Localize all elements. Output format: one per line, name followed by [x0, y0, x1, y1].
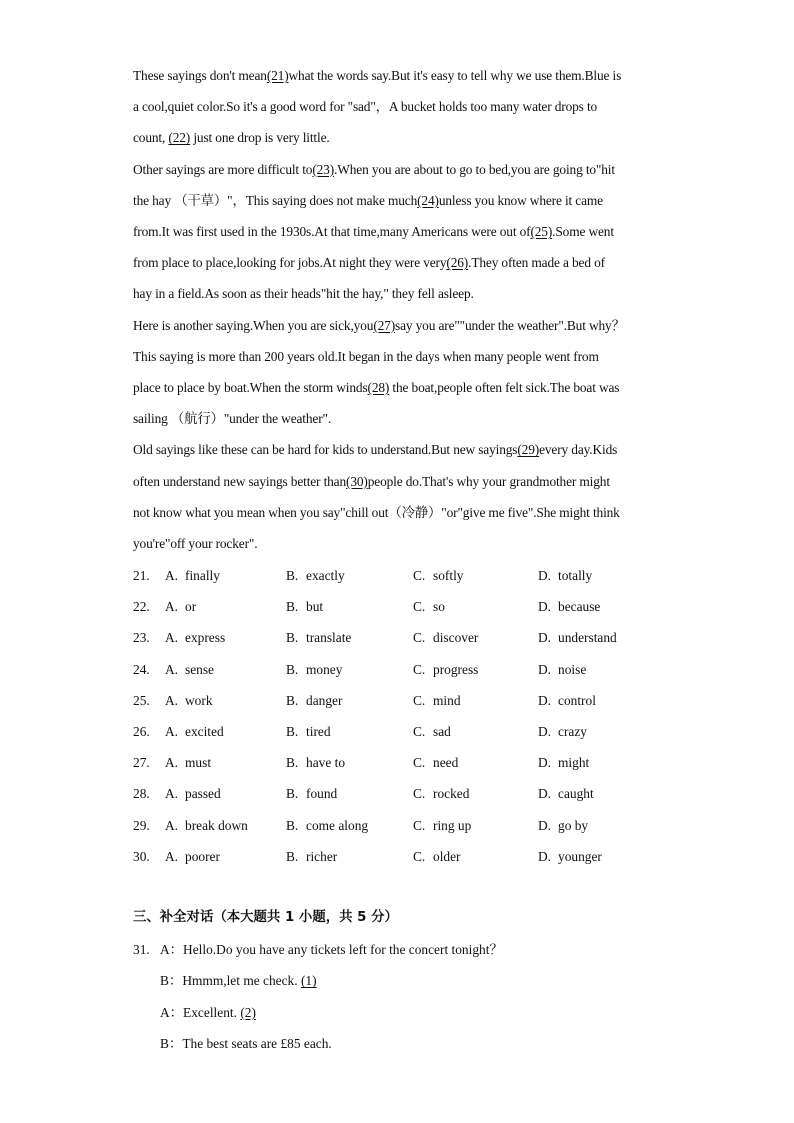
text-segment: what the words say.But it's easy to tell why we use them.Blue is — [288, 68, 622, 83]
option-text: come along — [306, 817, 369, 833]
option-text: discover — [433, 630, 479, 646]
option-letter: D. — [538, 568, 552, 583]
answer-blank: (27) — [373, 317, 396, 333]
dialogue-line — [160, 1005, 256, 1021]
answer-option — [538, 662, 586, 678]
dialogue-line — [160, 1036, 332, 1052]
option-text: younger — [558, 848, 602, 864]
answer-option — [538, 599, 600, 615]
text-segment: Other sayings are more difficult to — [133, 161, 313, 177]
text-segment: hay in a field.As soon as their heads"hit the hay," they fell asleep. — [133, 286, 474, 302]
text-segment: This saying is more than 200 years old.It began in the days when many people went from — [133, 348, 599, 364]
option-letter: C. — [413, 661, 426, 677]
option-text: danger — [306, 692, 343, 708]
answer-option — [286, 662, 342, 678]
passage-line — [133, 68, 621, 84]
answer-blank: (26) — [446, 255, 469, 271]
text-segment: .When you are about to go to bed,you are going to"hit — [334, 161, 615, 177]
option-letter: D. — [538, 692, 552, 708]
question-number: 30. — [133, 848, 150, 864]
option-letter: B. — [286, 692, 299, 708]
option-text: richer — [306, 848, 338, 864]
answer-option — [165, 818, 248, 834]
passage-line — [133, 442, 617, 458]
option-text: control — [558, 692, 596, 708]
option-letter: D. — [538, 661, 552, 677]
answer-option — [413, 755, 458, 771]
option-letter: B. — [286, 661, 299, 677]
answer-option — [413, 693, 461, 709]
option-letter: D. — [538, 724, 552, 739]
answer-option — [165, 693, 213, 709]
text-segment: from place to place,looking for jobs.At night they were very — [133, 255, 447, 271]
option-letter: D. — [538, 786, 552, 802]
option-letter: C. — [413, 848, 426, 864]
answer-blank: (2) — [240, 1004, 256, 1020]
option-letter: A. — [165, 724, 179, 739]
option-text: noise — [558, 661, 587, 677]
passage-line — [133, 255, 605, 271]
text-segment: A：Hello.Do you have any tickets left for the concert tonight？ — [160, 942, 503, 957]
dialogue-line — [160, 973, 317, 989]
option-text: so — [433, 599, 445, 615]
passage-line — [133, 193, 603, 209]
option-letter: C. — [413, 724, 426, 739]
text-segment: people do.That's why your grandmother might — [367, 473, 610, 489]
answer-option — [286, 724, 331, 740]
answer-option — [413, 599, 445, 615]
answer-blank: (23) — [312, 161, 335, 177]
answer-option — [538, 568, 592, 584]
option-text: passed — [185, 786, 221, 802]
passage-line — [133, 99, 597, 115]
option-letter: A. — [165, 848, 179, 864]
answer-option — [413, 630, 478, 646]
answer-option — [413, 724, 451, 740]
passage-line — [133, 286, 474, 302]
text-segment: you're"off your rocker". — [133, 536, 258, 551]
text-segment: say you are""under the weather".But why？ — [395, 317, 625, 333]
option-text: poorer — [185, 848, 220, 864]
option-text: understand — [558, 630, 617, 646]
question-row — [133, 599, 673, 615]
answer-blank: (22) — [168, 130, 191, 146]
dialogue-line — [160, 942, 503, 958]
answer-blank: (1) — [300, 973, 317, 989]
option-text: finally — [185, 568, 220, 583]
text-segment: a cool,quiet color.So it's a good word for "sad"，A bucket holds too many water drops to — [133, 99, 598, 115]
text-segment: not know what you mean when you say"chill out（冷静）"or"give me five".She might think — [133, 504, 620, 520]
passage-line — [133, 474, 610, 490]
answer-option — [286, 599, 323, 615]
answer-option — [538, 755, 589, 771]
option-text: caught — [558, 786, 594, 802]
answer-option — [165, 755, 211, 771]
option-text: found — [306, 786, 338, 802]
question-row — [133, 786, 673, 802]
passage-line — [133, 162, 615, 178]
option-letter: B. — [286, 599, 299, 615]
option-letter: C. — [413, 755, 426, 771]
question-number: 25. — [133, 692, 150, 708]
answer-option — [413, 786, 469, 802]
question-row — [133, 849, 673, 865]
option-letter: C. — [413, 786, 426, 802]
option-text: have to — [306, 755, 346, 771]
option-letter: B. — [286, 755, 299, 771]
answer-option — [413, 849, 461, 865]
answer-option — [286, 818, 368, 834]
answer-option — [538, 849, 602, 865]
option-letter: D. — [538, 599, 552, 615]
option-letter: D. — [538, 630, 552, 646]
option-letter: A. — [165, 599, 179, 615]
answer-option — [165, 849, 220, 865]
option-text: crazy — [558, 724, 587, 739]
text-segment: from.It was first used in the 1930s.At that time,many Americans were out of — [133, 224, 531, 239]
text-segment: B：Hmmm,let me check. — [160, 973, 301, 989]
option-text: must — [185, 755, 212, 771]
question-number: 29. — [133, 817, 150, 833]
text-segment: the boat,people often felt sick.The boat was — [389, 380, 620, 395]
option-text: break down — [185, 817, 248, 833]
option-text: older — [433, 848, 461, 864]
option-letter: D. — [538, 817, 552, 833]
answer-option — [413, 662, 478, 678]
option-letter: A. — [165, 630, 179, 646]
passage-line — [133, 505, 620, 521]
option-letter: C. — [413, 630, 426, 646]
answer-option — [538, 786, 594, 802]
answer-blank: (28) — [367, 380, 390, 395]
section-heading: 三、补全对话（本大题共 1 小题，共 5 分） — [133, 910, 398, 925]
text-segment: .Some went — [552, 224, 614, 239]
text-segment: unless you know where it came — [438, 192, 603, 208]
question-row — [133, 693, 673, 709]
answer-option — [286, 693, 342, 709]
option-text: go by — [558, 817, 589, 833]
answer-option — [165, 568, 220, 584]
text-segment: place to place by boat.When the storm winds — [133, 380, 368, 395]
question-row — [133, 630, 673, 646]
question-row — [133, 568, 673, 584]
text-segment: the hay （干草）"，This saying does not make much — [133, 192, 418, 208]
text-segment: Old sayings like these can be hard for kids to understand.But new sayings — [133, 442, 518, 458]
option-text: rocked — [433, 786, 470, 802]
option-letter: A. — [165, 568, 179, 583]
answer-option — [538, 818, 588, 834]
passage-line — [133, 536, 257, 552]
answer-option — [538, 693, 596, 709]
option-text: totally — [558, 568, 593, 583]
answer-option — [286, 568, 345, 584]
answer-option — [413, 818, 471, 834]
option-letter: B. — [286, 817, 299, 833]
text-segment: every day.Kids — [539, 442, 618, 458]
option-text: mind — [433, 692, 461, 708]
answer-option — [165, 724, 224, 740]
option-text: sad — [433, 724, 451, 739]
option-letter: A. — [165, 786, 179, 802]
question-number: 21. — [133, 568, 150, 583]
answer-option — [286, 755, 345, 771]
answer-blank: (21) — [266, 68, 289, 83]
option-letter: B. — [286, 724, 299, 739]
option-letter: C. — [413, 599, 426, 615]
option-text: exactly — [306, 568, 345, 583]
option-text: because — [558, 599, 601, 615]
answer-option — [165, 662, 214, 678]
option-text: translate — [306, 630, 352, 646]
text-segment: Here is another saying.When you are sick,you — [133, 317, 374, 333]
option-text: work — [185, 692, 213, 708]
answer-blank: (24) — [417, 192, 439, 208]
option-text: need — [433, 755, 459, 771]
question-row — [133, 818, 673, 834]
question-number: 26. — [133, 724, 150, 739]
option-text: progress — [433, 661, 479, 677]
option-text: express — [185, 630, 226, 646]
question-number: 24. — [133, 661, 150, 677]
answer-option — [538, 630, 617, 646]
answer-option — [286, 849, 337, 865]
answer-blank: (29) — [517, 442, 540, 458]
option-letter: A. — [165, 755, 179, 771]
text-segment: often understand new sayings better than — [133, 473, 347, 489]
question-number: 31. — [133, 942, 150, 957]
option-text: but — [306, 599, 324, 615]
answer-option — [165, 599, 196, 615]
text-segment: sailing （航行）"under the weather". — [133, 411, 332, 427]
option-text: might — [558, 755, 590, 771]
question-row — [133, 755, 673, 771]
text-segment: A：Excellent. — [160, 1004, 241, 1020]
option-text: ring up — [433, 817, 472, 833]
option-letter: B. — [286, 568, 299, 583]
passage-line — [133, 224, 614, 240]
answer-option — [165, 786, 221, 802]
question-number: 22. — [133, 599, 150, 615]
option-letter: B. — [286, 786, 299, 802]
question-row — [133, 662, 673, 678]
answer-option — [286, 630, 351, 646]
option-letter: C. — [413, 568, 426, 583]
option-letter: D. — [538, 755, 552, 771]
text-segment: count, — [133, 130, 169, 146]
option-letter: A. — [165, 661, 179, 677]
text-segment: just one drop is very little. — [190, 130, 330, 146]
answer-option — [286, 786, 337, 802]
passage-line — [133, 380, 619, 396]
answer-option — [165, 630, 225, 646]
question-number: 28. — [133, 786, 150, 802]
passage-line — [133, 411, 331, 427]
answer-option — [538, 724, 587, 740]
option-letter: A. — [165, 817, 179, 833]
question-number: 23. — [133, 630, 150, 646]
option-text: tired — [306, 724, 331, 739]
option-letter: D. — [538, 848, 552, 864]
option-text: softly — [433, 568, 464, 583]
passage-line — [133, 130, 330, 146]
text-segment: These sayings don't mean — [133, 68, 267, 83]
option-text: money — [306, 661, 343, 677]
passage-line — [133, 349, 599, 365]
answer-option — [413, 568, 464, 584]
option-letter: C. — [413, 692, 426, 708]
text-segment: B：The best seats are £85 each. — [160, 1036, 332, 1052]
answer-blank: (30) — [346, 473, 368, 489]
option-text: or — [185, 599, 197, 615]
option-text: sense — [185, 661, 215, 677]
option-letter: C. — [413, 817, 426, 833]
option-letter: B. — [286, 630, 299, 646]
text-segment: .They often made a bed of — [468, 255, 605, 271]
question-row — [133, 724, 673, 740]
question-number: 27. — [133, 755, 150, 771]
option-letter: B. — [286, 848, 299, 864]
passage-line — [133, 318, 625, 334]
option-letter: A. — [165, 692, 179, 708]
answer-blank: (25) — [530, 224, 553, 239]
option-text: excited — [185, 724, 224, 739]
